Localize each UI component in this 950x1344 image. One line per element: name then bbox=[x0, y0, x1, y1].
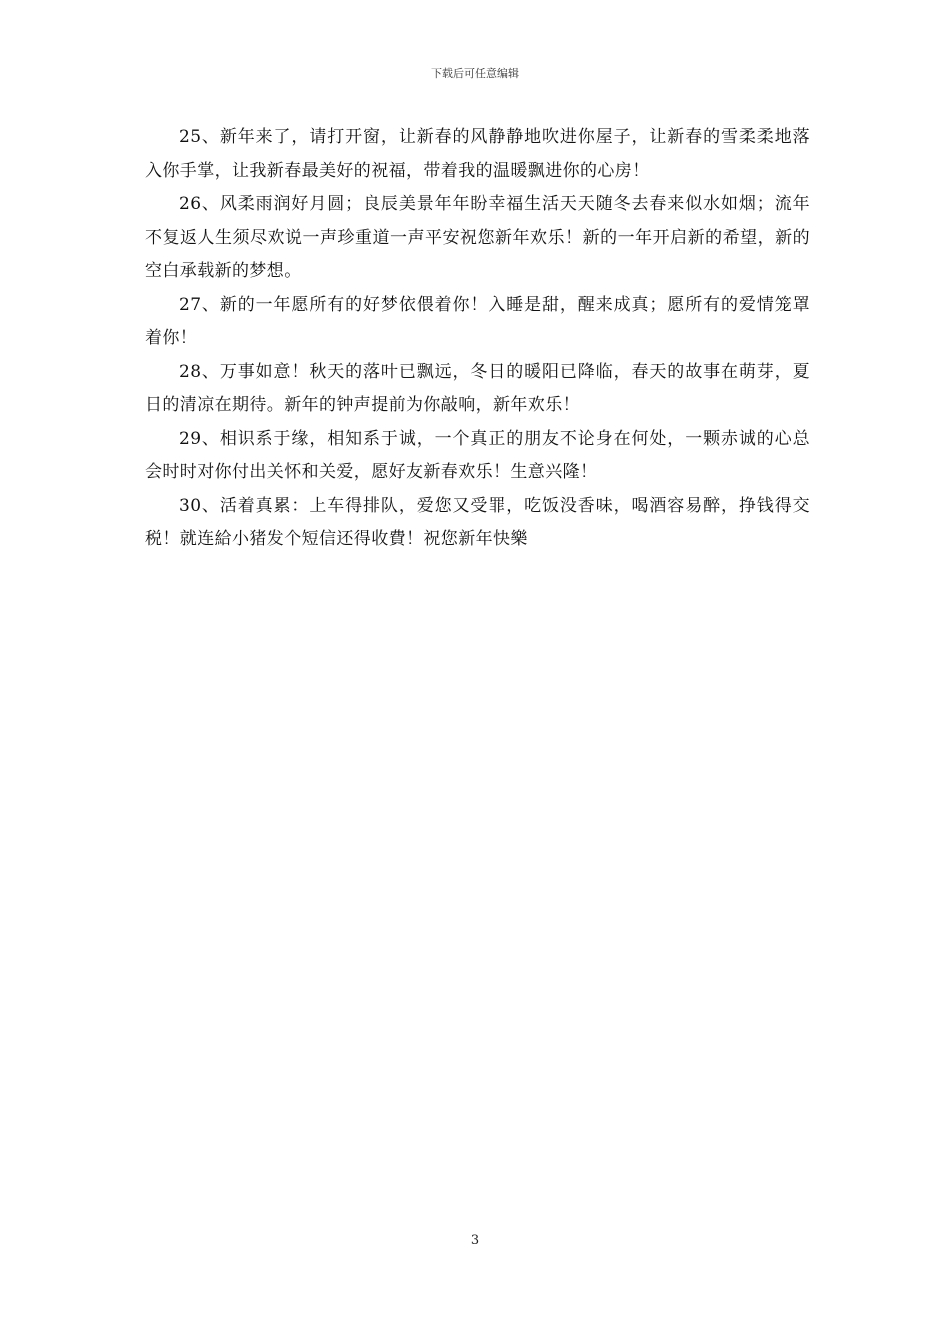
paragraph-27: 27、新的一年愿所有的好梦依偎着你！入睡是甜，醒来成真；愿所有的爱情笼罩着你！ bbox=[145, 294, 810, 348]
paragraph-25: 25、新年来了，请打开窗，让新春的风静静地吹进你屋子，让新春的雪柔柔地落入你手掌，让我新春最美好的祝福，带着我的温暖飘进你的心房！ bbox=[145, 127, 810, 181]
page-number: 3 bbox=[470, 1233, 480, 1248]
document-body bbox=[145, 121, 810, 557]
paragraph-26: 26、风柔雨润好月圆；良辰美景年年盼幸福生活天天随冬去春来似水如烟；流年不复返人生须尽欢说一声珍重道一声平安祝您新年欢乐！新的一年开启新的希望，新的空白承载新的梦想。 bbox=[145, 194, 810, 281]
paragraph-29: 29、相识系于缘，相知系于诚，一个真正的朋友不论身在何处，一颗赤诚的心总会时时对你付出关怀和关爱，愿好友新春欢乐！生意兴隆！ bbox=[145, 428, 810, 482]
paragraph-30: 30、活着真累：上车得排队，爱您又受罪，吃饭没香味，喝酒容易醉，挣钱得交税！就连給小猪发个短信还得收費！祝您新年快樂 bbox=[145, 495, 810, 549]
paragraph-28: 28、万事如意！秋天的落叶已飘远，冬日的暖阳已降临，春天的故事在萌芽，夏日的清凉在期待。新年的钟声提前为你敲响，新年欢乐！ bbox=[145, 361, 810, 415]
page-header: 下载后可任意编辑 bbox=[431, 67, 519, 80]
